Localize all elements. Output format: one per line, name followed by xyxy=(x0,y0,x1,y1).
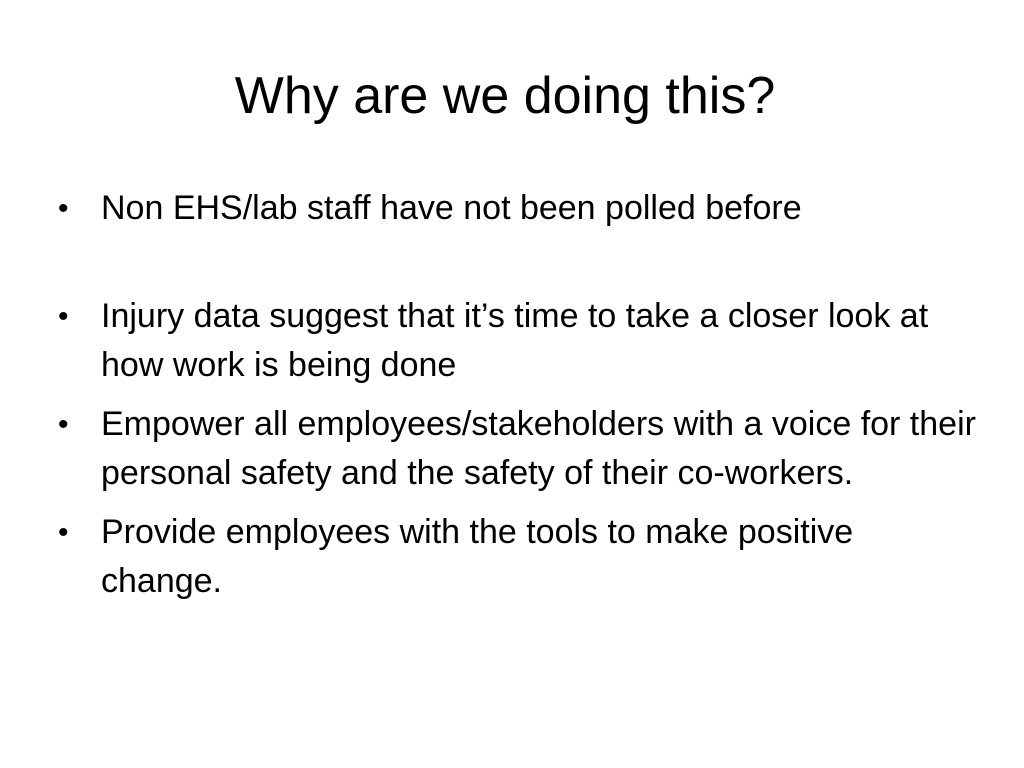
bullet-item xyxy=(56,292,976,390)
bullet-dot-icon: • xyxy=(58,516,69,549)
bullet-list xyxy=(56,184,976,616)
bullet-text: Provide employees with the tools to make positive change. xyxy=(101,513,854,600)
bullet-text: Empower all employees/stakeholders with a voice for their personal safety and the safety of their co-workers. xyxy=(101,405,976,492)
bullet-item xyxy=(56,508,976,606)
bullet-item xyxy=(56,400,976,498)
bullet-dot-icon: • xyxy=(58,300,69,333)
bullet-item xyxy=(56,184,976,233)
bullet-dot-icon: • xyxy=(58,192,69,225)
bullet-text: Non EHS/lab staff have not been polled before xyxy=(101,189,802,227)
slide-title: Why are we doing this? xyxy=(234,67,776,125)
bullet-dot-icon: • xyxy=(58,408,69,441)
bullet-text: Injury data suggest that it’s time to take a closer look at how work is being done xyxy=(101,297,929,384)
